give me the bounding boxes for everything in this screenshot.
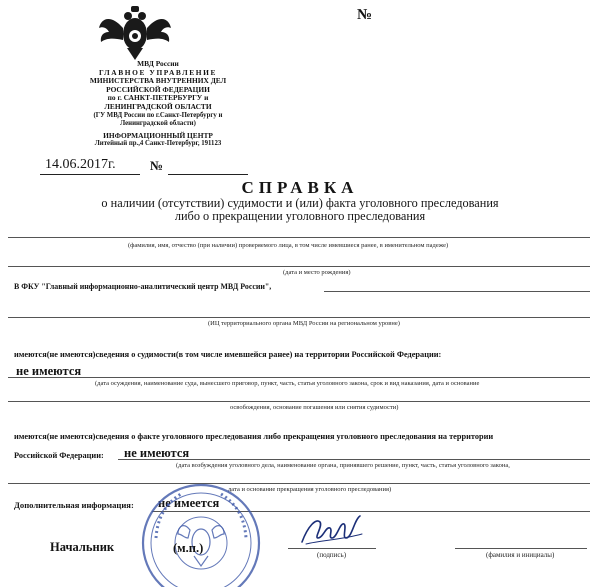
conviction-line xyxy=(8,377,590,378)
org-line: МИНИСТЕРСТВА ВНУТРЕННИХ ДЕЛ xyxy=(89,76,227,86)
registration-number-line xyxy=(168,174,248,175)
date-underline xyxy=(40,174,140,175)
release-line xyxy=(8,401,590,402)
termination-caption: дата и основание прекращения уголовного преследования) xyxy=(228,486,392,493)
conviction-value: не имеются xyxy=(16,364,82,378)
prosecution-line xyxy=(118,459,590,460)
fku-text: В ФКУ "Главный информационно-аналитический центр МВД России", xyxy=(14,282,272,291)
birth-caption: (дата и место рождения) xyxy=(283,269,351,276)
prosecution-caption: (дата возбуждения уголовного дела, наименование органа, принявшего решение, пункт, часть, статья уголовного закона, xyxy=(176,462,510,469)
birth-line xyxy=(8,266,590,267)
prosecution-value: не имеются xyxy=(124,446,190,460)
additional-info-value: не имеется xyxy=(158,496,220,510)
ic-caption: (ИЦ территориального органа МВД России на региональном уровне) xyxy=(208,320,400,327)
release-caption: освобождения, основание погашения или снятия судимости) xyxy=(230,404,399,411)
additional-info-label: Дополнительная информация: xyxy=(14,500,134,510)
name-line xyxy=(455,548,587,549)
org-line: Литейный пр.,4 Санкт-Петербург, 191123 xyxy=(94,140,222,148)
org-header xyxy=(58,60,258,149)
org-line: ИНФОРМАЦИОННЫЙ ЦЕНТР xyxy=(103,130,213,140)
org-line: МВД России xyxy=(137,59,179,68)
signature-caption: (подпись) xyxy=(317,551,347,559)
conviction-caption: (дата осуждения, наименование суда, вынесшего приговор, пункт, часть, статья уголовного закона, срок и вид наказания, дата и основание xyxy=(95,380,480,387)
handwritten-signature-icon xyxy=(296,508,368,548)
org-line: РОССИЙСКОЙ ФЕДЕРАЦИИ xyxy=(106,84,210,94)
termination-line xyxy=(8,483,590,484)
org-line: по г. САНКТ-ПЕТЕРБУРГУ и xyxy=(107,93,209,103)
org-line: ГЛАВНОЕ УПРАВЛЕНИЕ xyxy=(98,67,218,77)
chief-label: Начальник xyxy=(50,540,115,554)
fio-caption: (фамилия, имя, отчество (при наличии) проверяемого лица, в том числе имевшиеся ранее, в именительном падеже) xyxy=(128,242,449,249)
title-subtitle-line1: о наличии (отсутствии) судимости и (или) факта уголовного преследования xyxy=(101,196,499,210)
emblem-icon xyxy=(97,4,173,62)
ic-line xyxy=(8,317,590,318)
conviction-label: имеются(не имеются)сведения о судимости(в том числе имевшейся ранее) на территории Российской Федерации: xyxy=(14,350,442,359)
name-caption: (фамилия и инициалы) xyxy=(486,551,555,559)
org-line: (ГУ МВД России по г.Санкт-Петербургу и xyxy=(93,111,223,119)
signature-line xyxy=(288,548,376,549)
official-seal-icon xyxy=(136,478,266,587)
org-line: ЛЕНИНГРАДСКОЙ ОБЛАСТИ xyxy=(104,101,212,111)
document-number-sign: № xyxy=(357,7,373,23)
seal-placeholder: (м.п.) xyxy=(173,541,204,555)
prosecution-label-line1: имеются(не имеются)сведения о факте уголовного преследования либо прекращения уголовного преследования на территории xyxy=(14,432,494,441)
fio-line xyxy=(8,237,590,238)
prosecution-label-line2: Российской Федерации: xyxy=(14,451,104,460)
document-date: 14.06.2017г. xyxy=(45,157,116,172)
registration-number-sign: № xyxy=(150,158,164,173)
title-subtitle-line2: либо о прекращении уголовного преследования xyxy=(174,209,426,223)
document-title: СПРАВКА xyxy=(241,178,359,197)
org-line: Ленинградской области) xyxy=(120,120,196,128)
fku-line xyxy=(324,291,590,292)
